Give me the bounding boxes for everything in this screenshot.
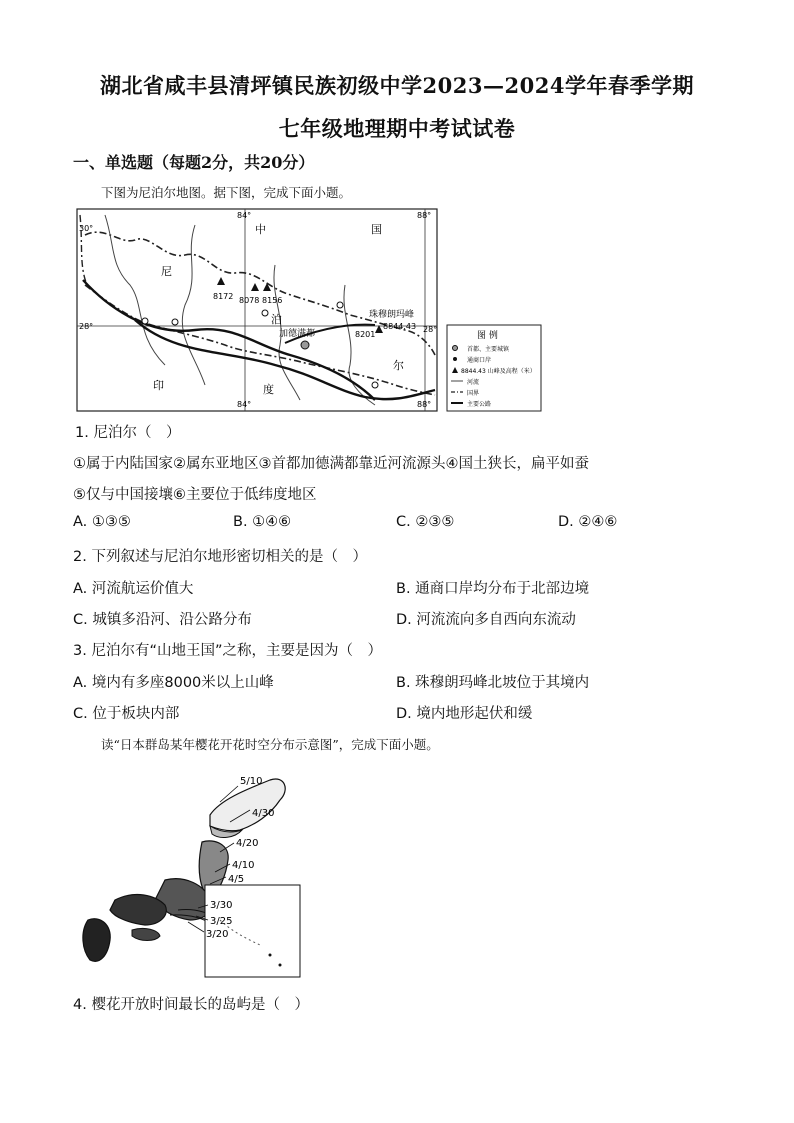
region-label: 国 <box>371 223 382 236</box>
q2-option-a[interactable]: A. 河流航运价值大 <box>73 581 194 597</box>
region-label: 印 <box>153 379 164 392</box>
nepal-map <box>75 205 545 415</box>
q3-option-a[interactable]: A. 境内有多座8000米以上山峰 <box>73 675 274 691</box>
q1-option-c[interactable]: C. ②③⑤ <box>396 514 455 530</box>
q1-stem: 1. 尼泊尔（ ） <box>75 425 181 441</box>
q1-option-d[interactable]: D. ②④⑥ <box>558 514 618 530</box>
lat-label: 30° <box>79 224 94 233</box>
lon-label: 88° <box>417 211 432 220</box>
legend-item: 主要公路 <box>467 401 492 408</box>
q3-stem: 3. 尼泊尔有“山地王国”之称，主要是因为（ ） <box>73 643 382 659</box>
date-label: 4/30 <box>252 808 275 819</box>
q3-option-b[interactable]: B. 珠穆朗玛峰北坡位于其境内 <box>396 675 590 691</box>
title-line-1: 湖北省咸丰县清坪镇民族初级中学2023—2024学年春季学期 <box>100 73 694 98</box>
q4-stem: 4. 樱花开放时间最长的岛屿是（ ） <box>73 997 309 1013</box>
date-label: 3/25 <box>210 916 233 927</box>
intro-nepal: 下图为尼泊尔地图。据下图，完成下面小题。 <box>101 185 352 200</box>
region-label: 泊 <box>271 313 282 326</box>
q2-option-d[interactable]: D. 河流流向多自西向东流动 <box>396 612 576 628</box>
lon-label: 84° <box>237 211 252 220</box>
lat-label: 28° <box>79 322 94 331</box>
lon-label: 88° <box>417 400 432 409</box>
region-label: 中 <box>255 223 266 236</box>
q2-option-b[interactable]: B. 通商口岸均分布于北部边境 <box>396 581 590 597</box>
region-label: 尔 <box>393 359 404 372</box>
date-label: 3/20 <box>206 929 229 940</box>
region-label: 度 <box>263 383 274 396</box>
q3-option-d[interactable]: D. 境内地形起伏和缓 <box>396 706 533 722</box>
q2-stem: 2. 下列叙述与尼泊尔地形密切相关的是（ ） <box>73 549 367 565</box>
lat-label: 28° <box>423 325 438 334</box>
date-label: 4/5 <box>228 874 245 885</box>
q2-option-c[interactable]: C. 城镇多沿河、沿公路分布 <box>73 612 252 628</box>
q1-option-a[interactable]: A. ①③⑤ <box>73 514 131 530</box>
peak-label: 8078 <box>239 296 260 305</box>
legend-item: 8844.43 山峰及高程（米） <box>461 368 536 375</box>
peak-label: 8201 <box>355 330 376 339</box>
date-label: 4/20 <box>236 838 259 849</box>
legend-item: 河流 <box>467 379 480 386</box>
legend-item: 通商口岸 <box>467 357 492 364</box>
legend-title: 图 例 <box>477 331 498 341</box>
title-line-2: 七年级地理期中考试试卷 <box>278 116 516 141</box>
peak-label: 8156 <box>262 296 283 305</box>
peak-label: 8172 <box>213 292 234 301</box>
region-label: 尼 <box>161 265 172 278</box>
legend-item: 国界 <box>467 390 480 397</box>
section-heading: 一、单选题（每题2分，共20分） <box>73 153 315 172</box>
q1-line1: ①属于内陆国家②属东亚地区③首都加德满都靠近河流源头④国土狭长，扁平如蚕 <box>73 456 589 472</box>
q3-option-c[interactable]: C. 位于板块内部 <box>73 706 180 722</box>
q1-option-b[interactable]: B. ①④⑥ <box>233 514 292 530</box>
capital-label: 加德满都 <box>279 329 316 339</box>
lon-label: 84° <box>237 400 252 409</box>
everest-height: 8844.43 <box>383 322 417 331</box>
everest-name: 珠穆朗玛峰 <box>369 310 415 320</box>
intro-japan: 读“日本群岛某年樱花开花时空分布示意图”，完成下面小题。 <box>101 737 439 752</box>
japan-map <box>70 760 310 980</box>
legend-item: 首都、主要城镇 <box>467 346 510 353</box>
q1-line2: ⑤仅与中国接壤⑥主要位于低纬度地区 <box>73 487 317 503</box>
date-label: 5/10 <box>240 776 263 787</box>
date-label: 3/30 <box>210 900 233 911</box>
date-label: 4/10 <box>232 860 255 871</box>
